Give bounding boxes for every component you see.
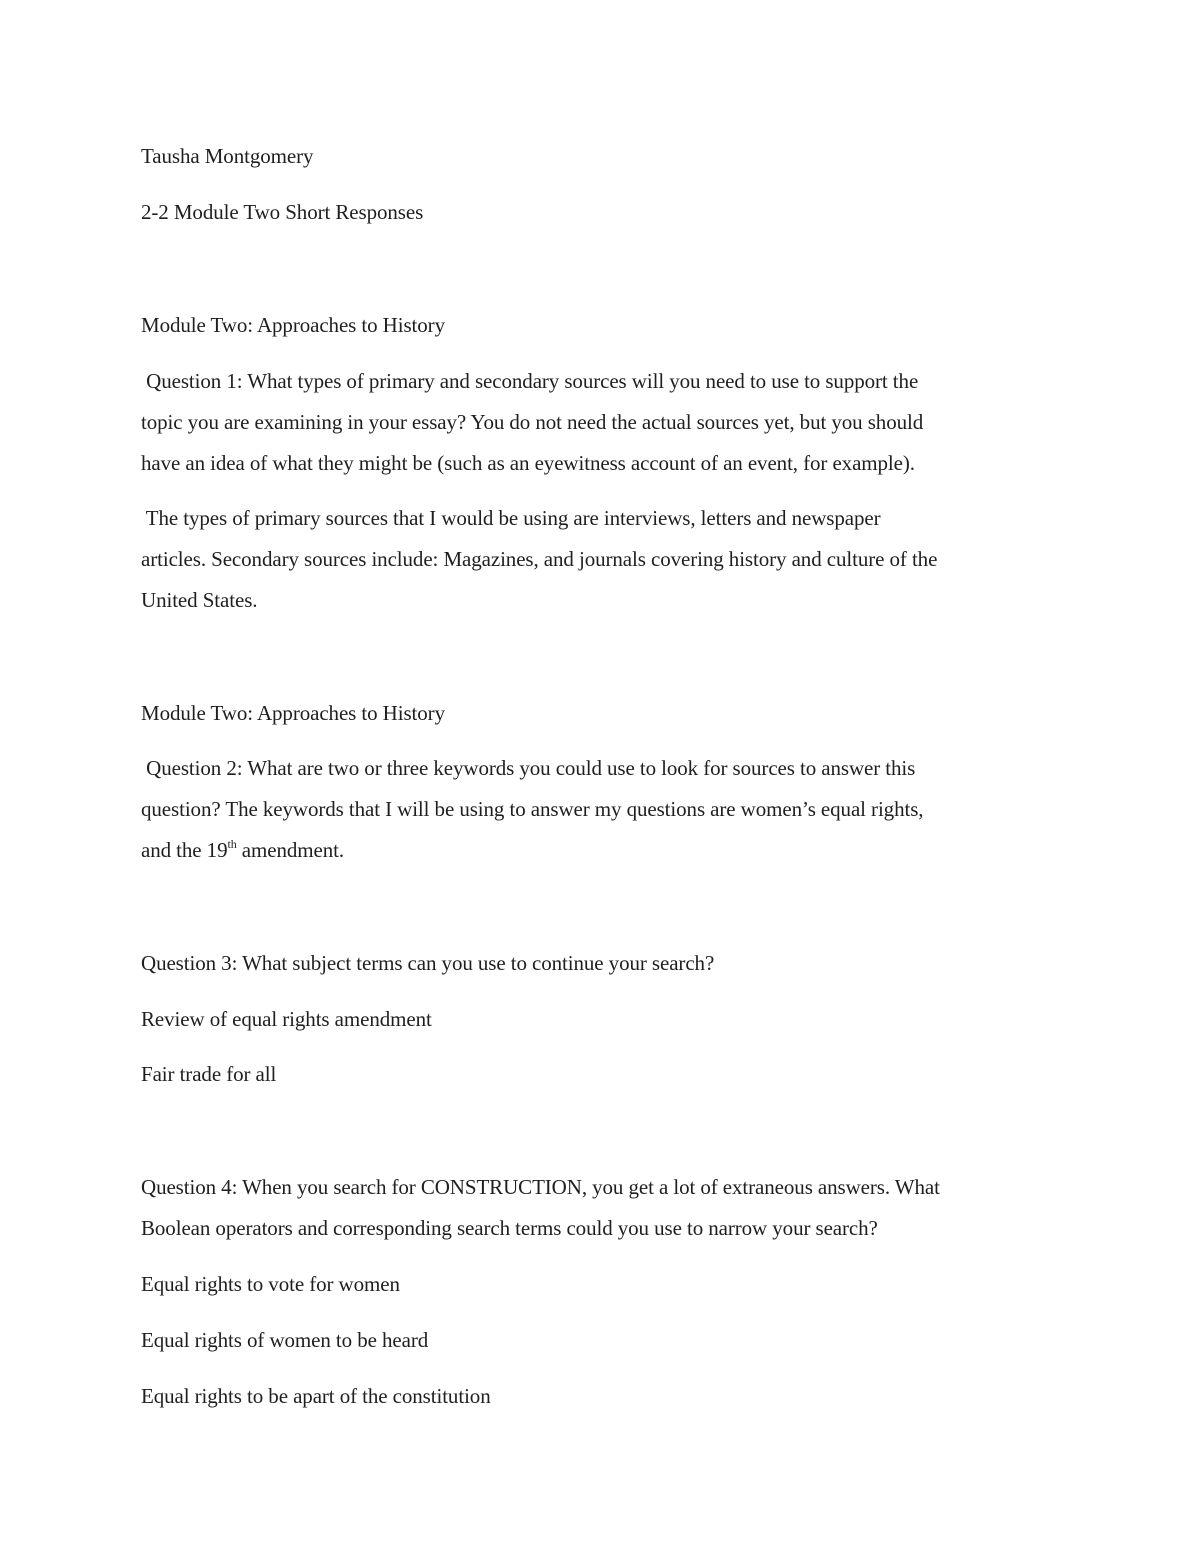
answer1-line: articles. Secondary sources include: Magazines, and journals covering history and culture of the <box>141 547 938 571</box>
answer3-item: Fair trade for all <box>141 1062 277 1086</box>
question1-line: have an idea of what they might be (such as an eyewitness account of an event, for example). <box>141 451 915 475</box>
section1-heading: Module Two: Approaches to History <box>141 313 445 337</box>
question1-line: Question 1: What types of primary and secondary sources will you need to use to support the <box>141 369 919 393</box>
question4-line: Question 4: When you search for CONSTRUCTION, you get a lot of extraneous answers. What <box>141 1175 940 1199</box>
line-text: amendment. <box>236 838 344 862</box>
question2-line: Question 2: What are two or three keywords you could use to look for sources to answer this <box>141 756 916 780</box>
answer3-item: Review of equal rights amendment <box>141 1007 432 1031</box>
answer4-item: Equal rights to vote for women <box>141 1272 400 1296</box>
question3: Question 3: What subject terms can you use to continue your search? <box>141 951 715 975</box>
section2-heading: Module Two: Approaches to History <box>141 701 445 725</box>
assignment-title: 2-2 Module Two Short Responses <box>141 200 424 224</box>
answer1-line: The types of primary sources that I would be using are interviews, letters and newspaper <box>141 506 881 530</box>
answer1-line: United States. <box>141 588 258 612</box>
answer4-item: Equal rights of women to be heard <box>141 1328 429 1352</box>
question2-line <box>141 837 344 862</box>
question1-line: topic you are examining in your essay? You do not need the actual sources yet, but you should <box>141 410 924 434</box>
question2-line: question? The keywords that I will be using to answer my questions are women’s equal rights, <box>141 797 924 821</box>
question4-line: Boolean operators and corresponding search terms could you use to narrow your search? <box>141 1216 878 1240</box>
answer4-item: Equal rights to be apart of the constitution <box>141 1384 491 1408</box>
line-text: and the 19 <box>141 838 228 862</box>
author-name: Tausha Montgomery <box>141 144 314 168</box>
ordinal-superscript: th <box>227 837 237 851</box>
